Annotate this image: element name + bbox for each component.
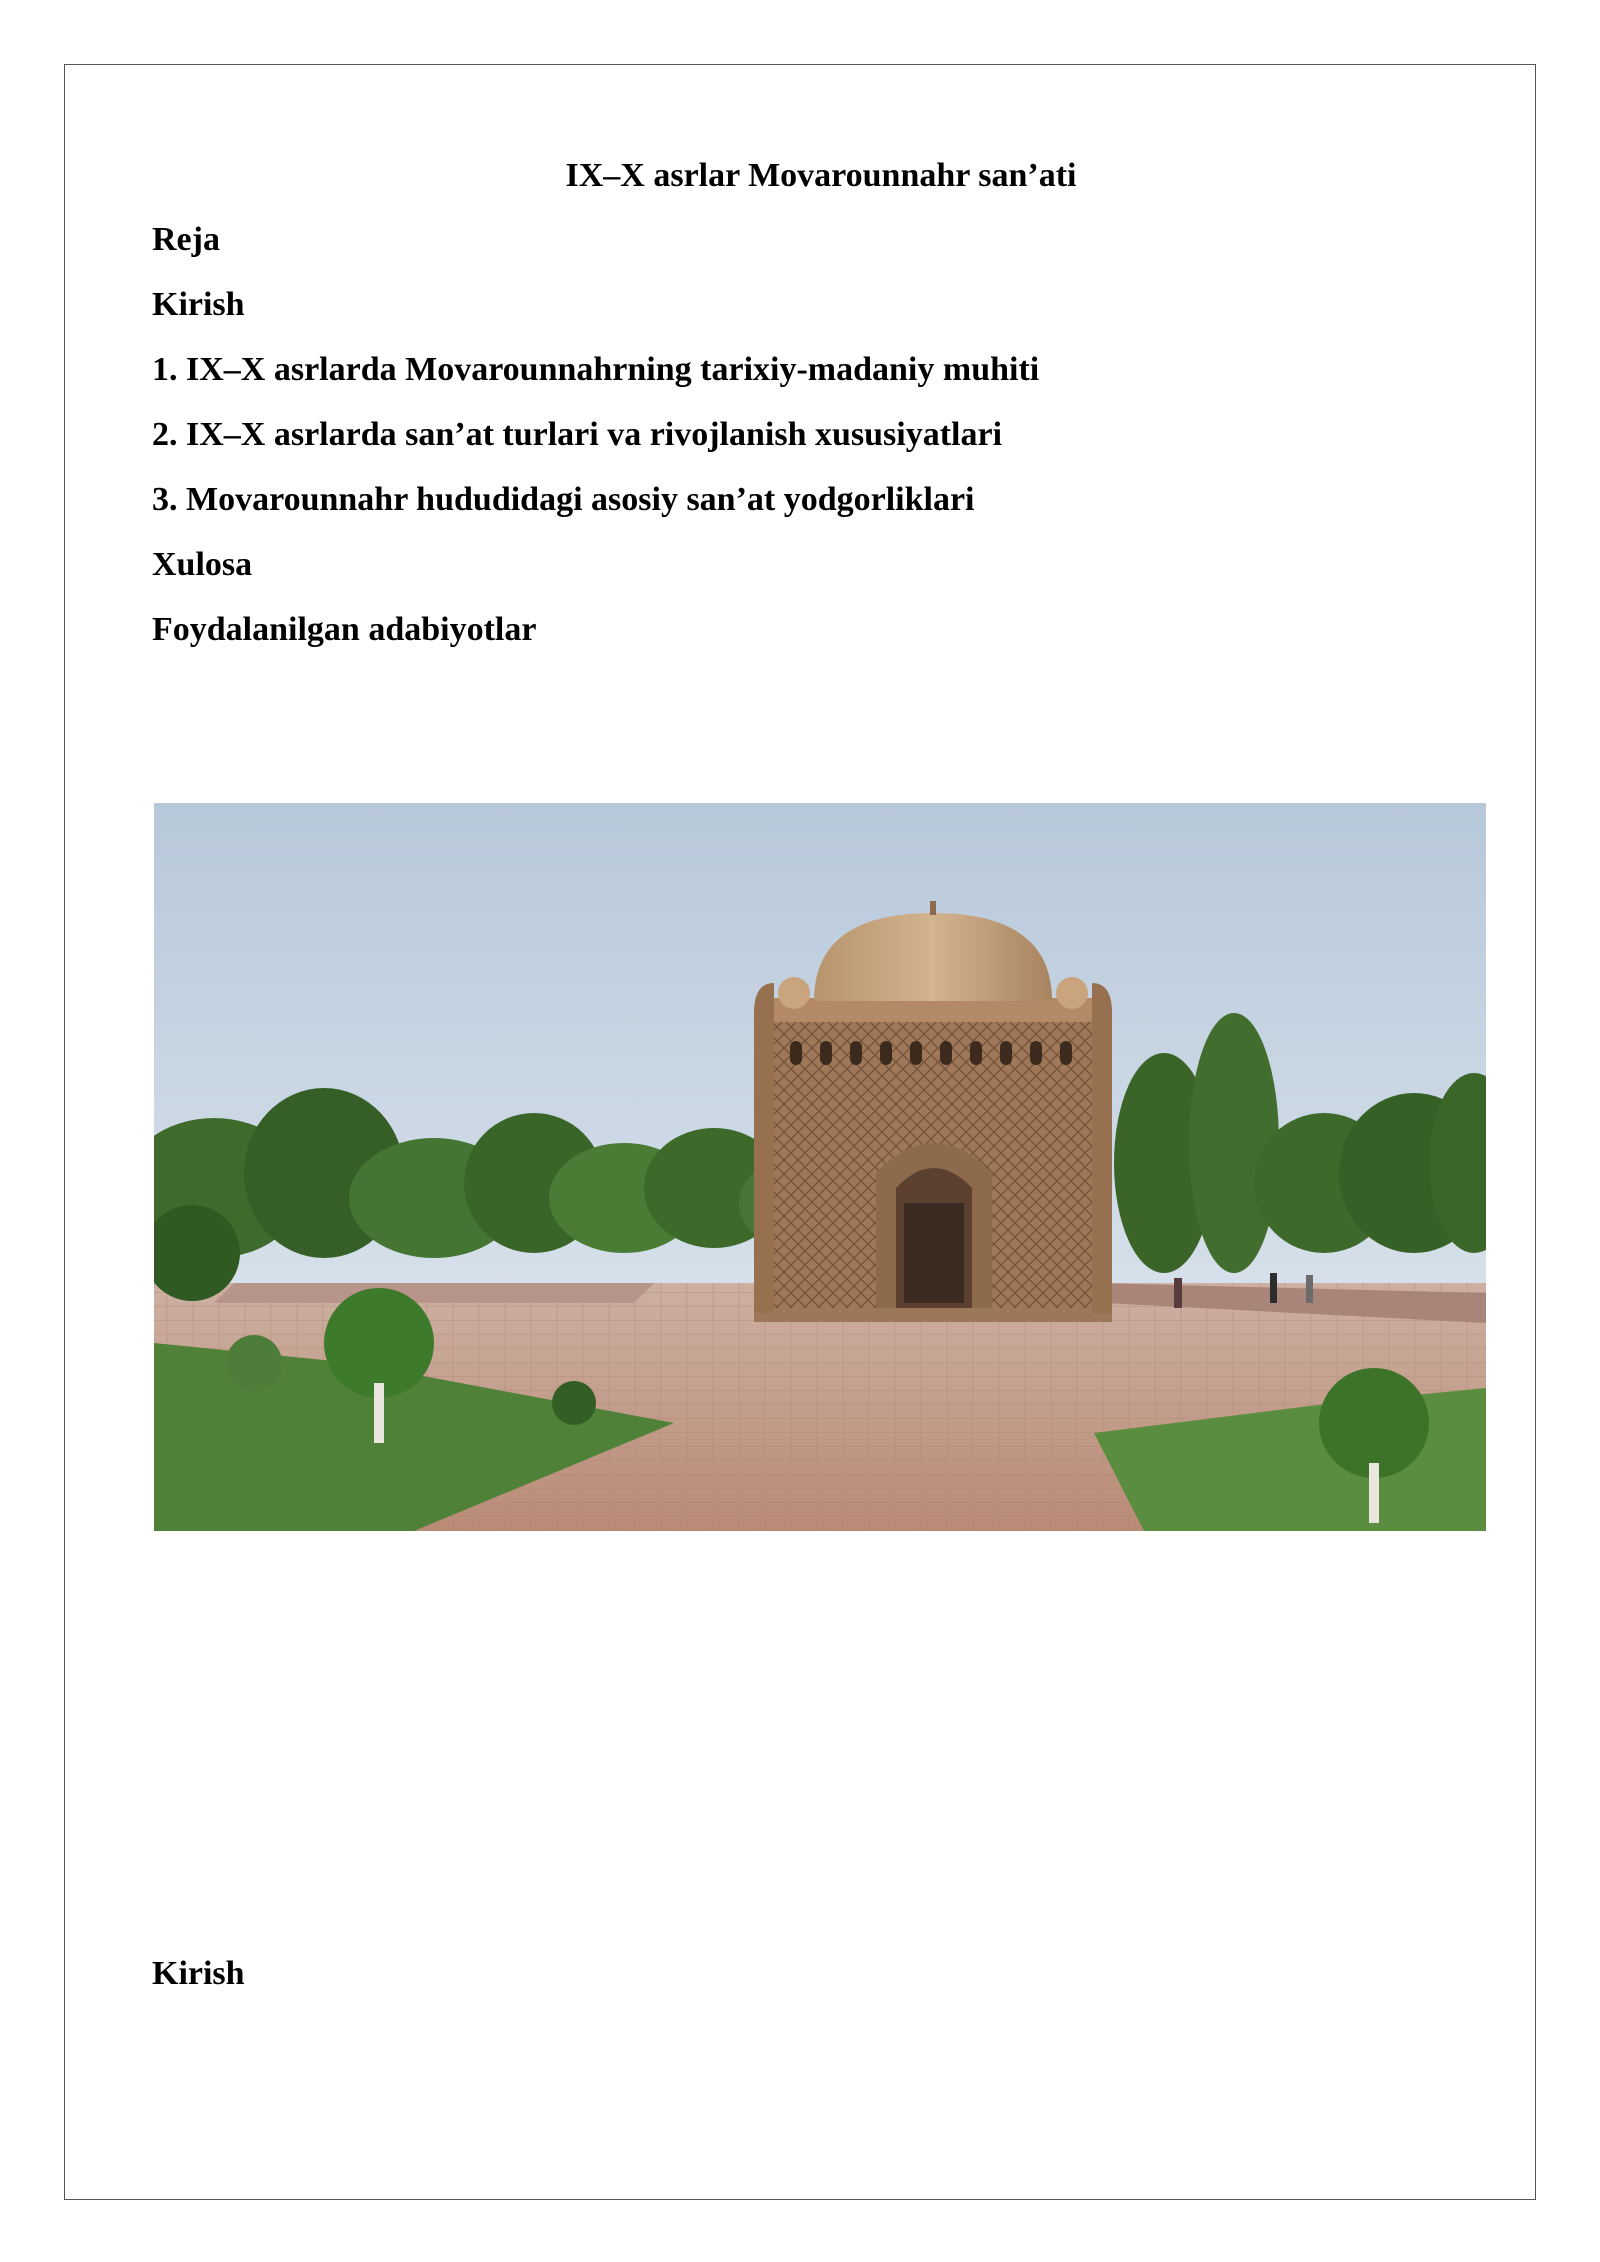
outline-item-xulosa: Xulosa [152,546,253,583]
section-heading-kirish: Kirish [152,1955,245,1992]
outline-heading-reja: Reja [152,221,220,258]
mausoleum-illustration [154,803,1486,1531]
outline-item-2: 2. IX–X asrlarda san’at turlari va rivojlanish xususiyatlari [152,416,1003,453]
plan-outline [152,216,1039,671]
outline-item-1: 1. IX–X asrlarda Movarounnahrning tarixiy-madaniy muhiti [152,351,1040,388]
mausoleum-photo [154,803,1486,1531]
outline-item-3: 3. Movarounnahr hududidagi asosiy san’at yodgorliklari [152,481,975,518]
outline-item-kirish: Kirish [152,286,245,323]
document-title: IX–X asrlar Movarounnahr san’ati [565,157,1077,194]
outline-item-adabiyotlar: Foydalanilgan adabiyotlar [152,611,537,648]
low-wall-left [214,1283,654,1303]
